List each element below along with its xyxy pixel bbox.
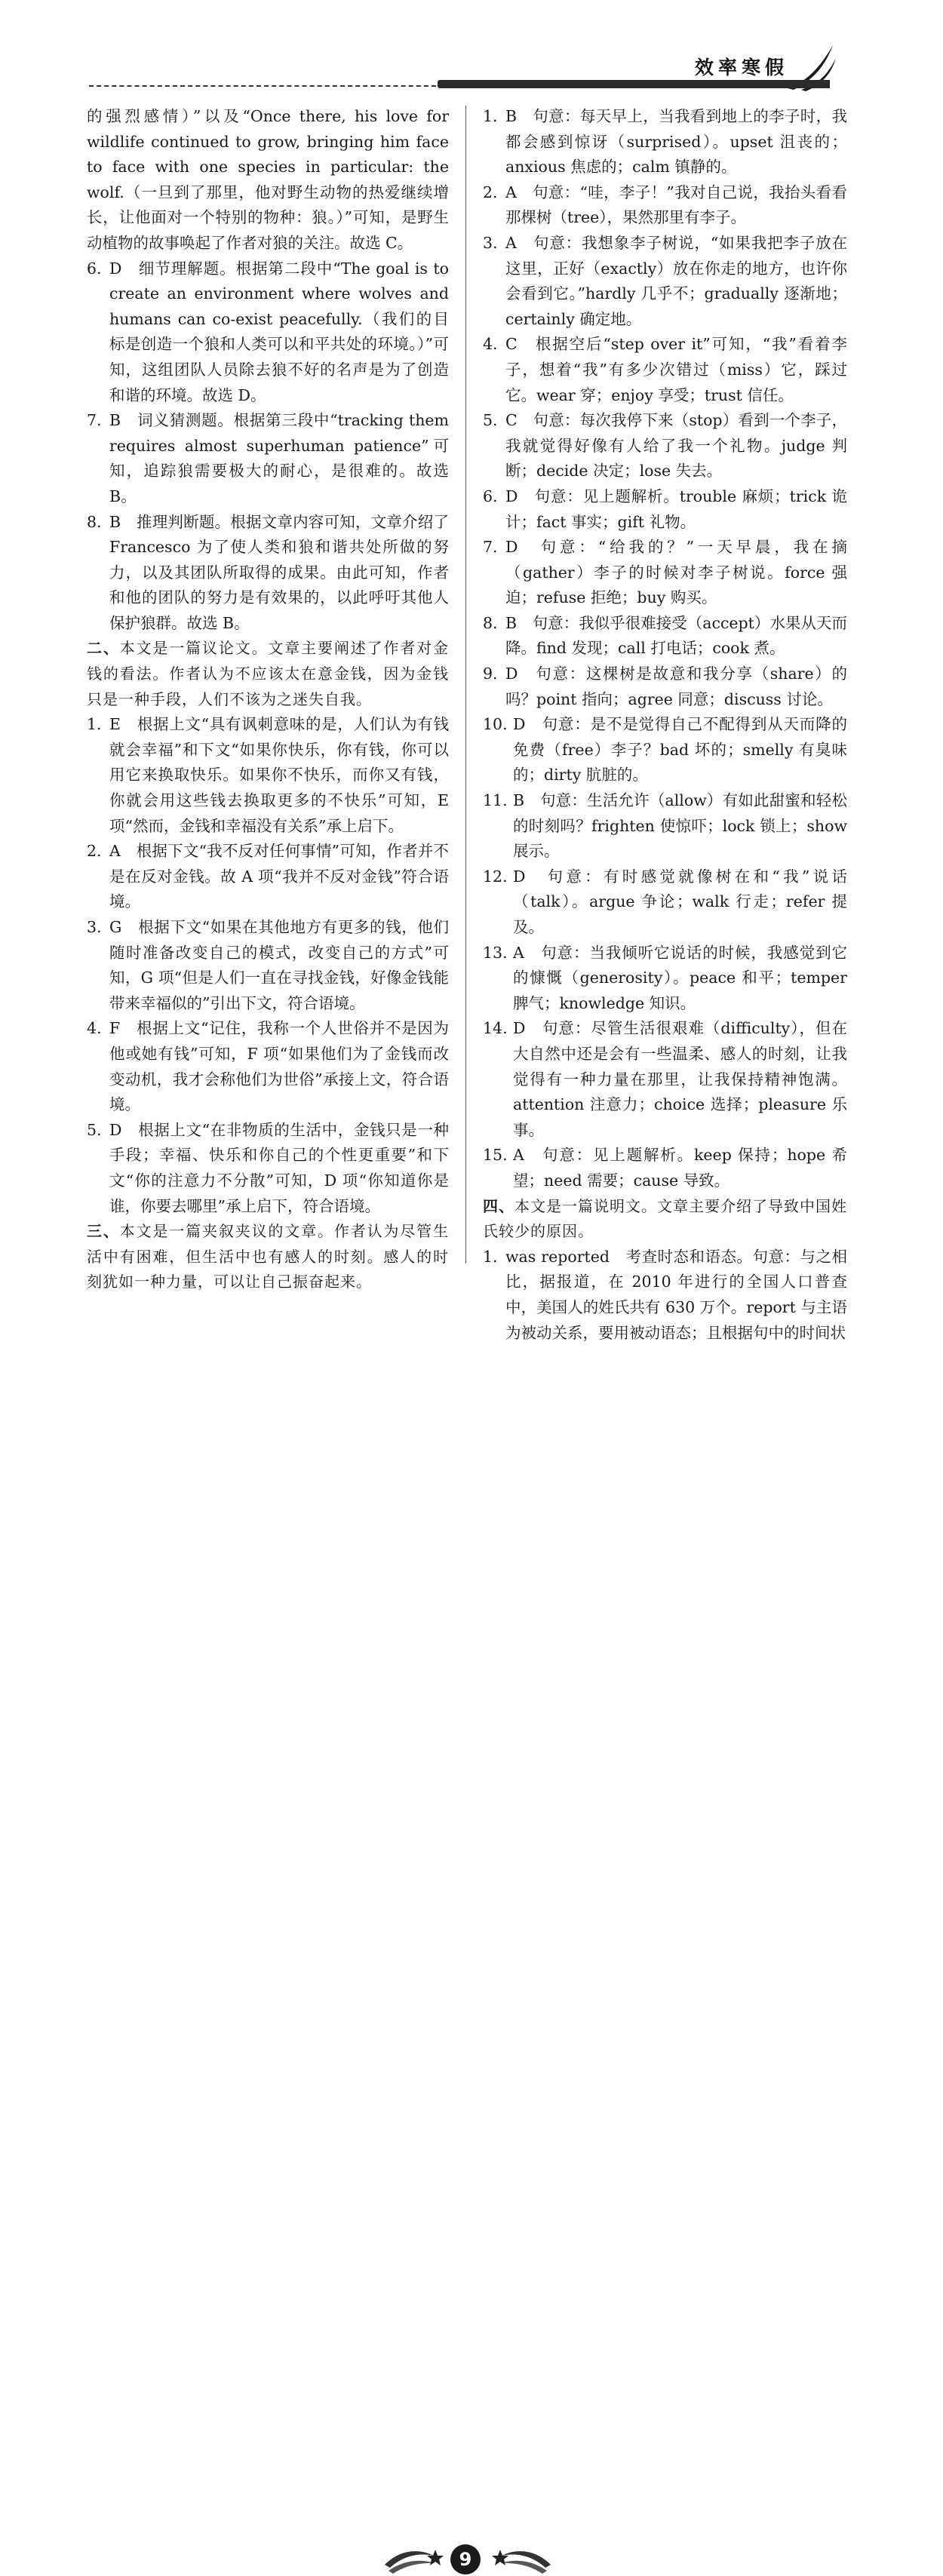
answer-text: A 句意：“哇，李子！”我对自己说，我抬头看看那棵树（tree），果然那里有李子。 <box>505 183 847 227</box>
page-footer <box>0 1267 943 2570</box>
answer-number: 4. <box>483 335 498 354</box>
column-divider <box>465 106 466 1263</box>
answer-item <box>87 1118 449 1219</box>
star-ornament-icon <box>381 2542 445 2576</box>
page-number: 9 <box>450 2544 481 2574</box>
answer-text: B 句意：每天早上，当我看到地上的李子时，我都会感到惊讶（surprised）。upset 沮丧的；anxious 焦虑的；calm 镇静的。 <box>505 107 847 177</box>
answer-item <box>483 1143 847 1193</box>
answer-item <box>87 712 449 839</box>
answer-number: 3. <box>87 918 102 936</box>
section-intro <box>483 1194 847 1245</box>
answer-number: 11. <box>483 791 508 810</box>
answer-item <box>483 180 847 231</box>
answer-number: 1. <box>483 1247 498 1266</box>
star-ornament-icon <box>490 2542 554 2576</box>
answer-item <box>87 256 449 409</box>
section-label: 二、 <box>87 639 120 658</box>
section-label: 三、 <box>87 1222 120 1241</box>
answer-item <box>87 408 449 509</box>
answer-number: 3. <box>483 233 498 252</box>
answer-text: B 句意：生活允许（allow）有如此甜蜜和轻松的时刻吗？frighten 使惊吓；lock 锁上；show 展示。 <box>513 791 847 861</box>
answer-item <box>483 941 847 1017</box>
right-column <box>483 104 847 1346</box>
answer-text: G 根据下文“如果在其他地方有更多的钱，他们随时准备改变自己的模式，改变自己的方式”可知，G 项“但是人们一直在寻找金钱，好像金钱能带来幸福似的”引出下文，符合语境。 <box>109 918 449 1012</box>
answer-text: D 句意：这棵树是故意和我分享（share）的吗？point 指向；agree 同意；discuss 讨论。 <box>505 665 847 708</box>
answer-number: 2. <box>483 183 498 201</box>
section-text: 本文是一篇议论文。文章主要阐述了作者对金钱的看法。作者认为不应该太在意金钱，因为金钱只是一种手段，人们不该为之迷失自我。 <box>87 639 450 708</box>
answer-item <box>483 535 847 611</box>
header-title: 效率寒假 <box>694 57 788 78</box>
answer-item <box>483 231 847 332</box>
answer-number: 12. <box>483 867 508 886</box>
answer-text: D 句意：尽管生活很艰难（difficulty），但在大自然中还是会有一些温柔、感人的时刻，让我觉得有一种力量在那里，让我保持精神饱满。attention 注意力；choice 选择；pleasure 乐事。 <box>513 1019 847 1139</box>
answer-number: 7. <box>87 411 102 430</box>
continuation-paragraph: 的强烈感情）”以及“Once there, his love for wildlife continued to grow, bringing him face to face with one species in particular: the wolf.（一旦到了那里，他对野生动物的热爱继续增长，让他面对一个特别的物种：狼。）”可知，是野生动植物的故事唤起了作者对狼的关注。故选 C。 <box>87 107 449 252</box>
answer-number: 9. <box>483 665 498 683</box>
answer-item <box>483 864 847 941</box>
answer-text: A 句意：见上题解析。keep 保持；hope 希望；need 需要；cause 导致。 <box>513 1146 847 1190</box>
answer-text: D 根据上文“在非物质的生活中，金钱只是一种手段；幸福、快乐和你自己的个性更重要”和下文“你的注意力不分散”可知，D 项“你知道你是谁，你要去哪里”承上启下，符合语境。 <box>109 1120 449 1215</box>
answer-text: C 根据空后“step over it”可知，“我”看着李子，想着“我”有多少次错过（miss）它，踩过它。wear 穿；enjoy 享受；trust 信任。 <box>505 335 847 404</box>
answer-number: 4. <box>87 1019 102 1038</box>
header-thick-rule <box>438 80 830 88</box>
answer-text: A 句意：当我倾听它说话的时候，我感觉到它的慷慨（generosity）。peace 和平；temper 脾气；knowledge 知识。 <box>513 943 847 1012</box>
answer-number: 7. <box>483 538 498 557</box>
answer-item <box>483 712 847 788</box>
answer-number: 13. <box>483 943 508 962</box>
section-intro <box>87 636 449 712</box>
answer-item <box>483 662 847 712</box>
answer-item <box>87 1016 449 1117</box>
section-label: 四、 <box>483 1196 515 1215</box>
answer-number: 10. <box>483 715 508 734</box>
answer-item <box>87 839 449 915</box>
answer-text: was reported 考查时态和语态。句意：与之相比，据报道，在 2010 年进行的全国人口普查中，美国人的姓氏共有 630 万个。report 与主语为被动关系，要用被动语态；且根据句中的时间状 <box>505 1247 847 1342</box>
answer-number: 6. <box>87 259 102 278</box>
answer-text: A 根据下文“我不反对任何事情”可知，作者并不是在反对金钱。故 A 项“我并不反对金钱”符合语境。 <box>109 842 449 911</box>
answer-text: C 句意：每次我停下来（stop）看到一个李子，我就觉得好像有人给了我一个礼物。judge 判断；decide 决定；lose 失去。 <box>505 411 847 481</box>
answer-number: 8. <box>87 512 102 531</box>
answer-item <box>483 611 847 662</box>
answer-text: B 推理判断题。根据文章内容可知，文章介绍了 Francesco 为了使人类和狼和谐共处所做的努力，以及其团队所取得的成果。由此可知，作者和他的团队的努力是有效果的，以此呼吁其他人保护狼群。故选 B。 <box>109 512 449 632</box>
answer-item <box>483 332 847 408</box>
header-dashed-rule <box>89 85 436 87</box>
left-column <box>87 104 449 1295</box>
answer-text: F 根据上文“记住，我称一个人世俗并不是因为他或她有钱”可知，F 项“如果他们为了金钱而改变动机，我才会称他们为世俗”承接上文，符合语境。 <box>109 1019 449 1114</box>
answer-number: 2. <box>87 842 102 861</box>
answer-item <box>483 788 847 864</box>
answer-text: D 细节理解题。根据第二段中“The goal is to create an environment where wolves and humans can co-exist peacefully.（我们的目标是创造一个狼和人类可以和平共处的环境。）”可知，这组团队人员除去狼不好的名声是为了创造和谐的环境。故选 D。 <box>109 259 449 404</box>
answer-number: 14. <box>483 1019 508 1038</box>
answer-item <box>483 408 847 484</box>
page-header <box>0 0 943 94</box>
answer-number: 6. <box>483 487 498 505</box>
answer-item <box>483 484 847 535</box>
answer-item <box>87 510 449 637</box>
answer-text: B 词义猜测题。根据第三段中“tracking them requires almost superhuman patience”可知，追踪狼需要极大的耐心，是很难的。故选 B。 <box>109 411 449 505</box>
answer-text: E 根据上文“具有讽刺意味的是，人们认为有钱就会幸福”和下文“如果你快乐，你有钱，你可以用它来换取快乐。如果你不快乐，而你又有钱，你就会用这些钱去换取更多的不快乐”可知，E 项“然而，金钱和幸福没有关系”承上启下。 <box>109 715 449 835</box>
answer-text: B 句意：我似乎很难接受（accept）水果从天而降。find 发现；call 打电话；cook 煮。 <box>505 613 847 658</box>
answer-number: 1. <box>483 107 498 125</box>
answer-text: D 句意：是不是觉得自己不配得到从天而降的免费（free）李子？bad 坏的；smelly 有臭味的；dirty 肮脏的。 <box>513 715 847 784</box>
answer-text: A 句意：我想象李子树说，“如果我把李子放在这里，正好（exactly）放在你走的地方，也许你会看到它。”hardly 几乎不；gradually 逐渐地；certainly 确定地。 <box>505 233 847 328</box>
answer-number: 8. <box>483 613 498 632</box>
section-text: 本文是一篇说明文。文章主要介绍了导致中国姓氏较少的原因。 <box>483 1196 847 1241</box>
answer-text: D 句意：“给我的？”一天早晨，我在摘（gather）李子的时候对李子树说。force 强迫；refuse 拒绝；buy 购买。 <box>505 538 847 607</box>
answer-item <box>87 915 449 1016</box>
answer-item <box>483 1016 847 1143</box>
answer-number: 1. <box>87 715 102 734</box>
answer-number: 15. <box>483 1146 508 1165</box>
answer-number: 5. <box>87 1120 102 1139</box>
answer-text: D 句意：见上题解析。trouble 麻烦；trick 诡计；fact 事实；gift 礼物。 <box>505 487 847 531</box>
answer-number: 5. <box>483 411 498 430</box>
section-text: 本文是一篇夹叙夹议的文章。作者认为尽管生活中有困难，但生活中也有感人的时刻。感人的时刻犹如一种力量，可以让自己振奋起来。 <box>87 1222 450 1291</box>
answer-item <box>483 104 847 180</box>
answer-text: D 句意：有时感觉就像树在和“我”说话（talk）。argue 争论；walk 行走；refer 提及。 <box>513 867 847 936</box>
